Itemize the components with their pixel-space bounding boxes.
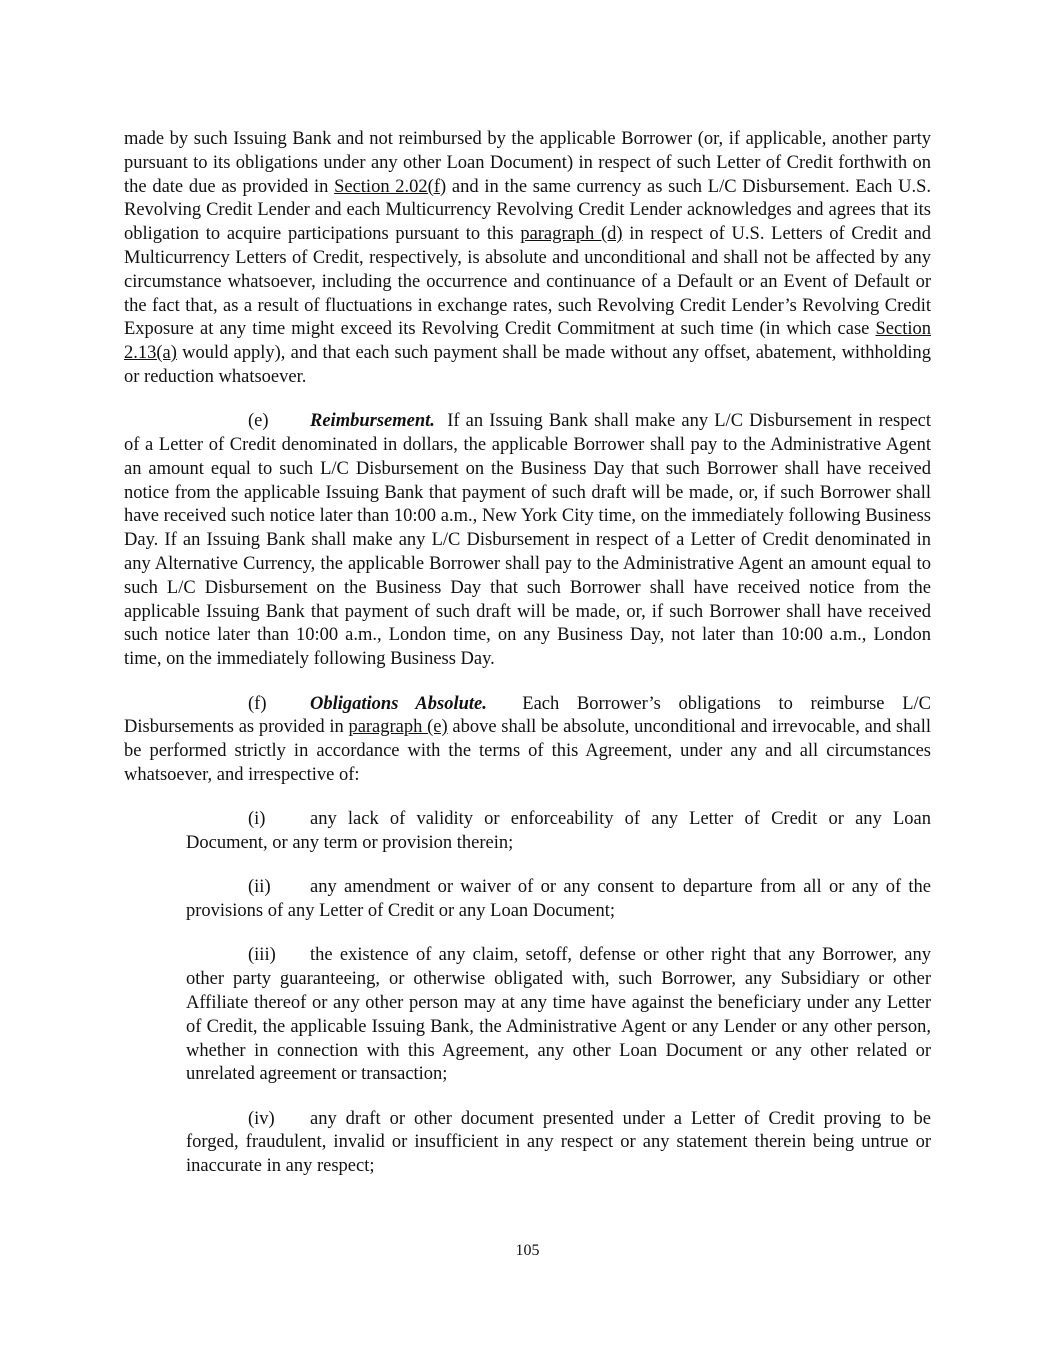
text-run: Each Borrower’s obligations to reimburse L/C Disbursements as provided in (124, 693, 931, 738)
clause-i (186, 808, 931, 856)
text-run: made by such Issuing Bank and not reimbursed by the applicable Borrower (or, if applicable, another party pursuant to its obligations under any other Loan Document) in respect of such Letter of Credit forthwith on the date due as provided in (124, 129, 931, 197)
page-number: 105 (515, 1242, 540, 1259)
paragraph-d-continuation (124, 128, 931, 390)
clause-text: the existence of any claim, setoff, defense or other right that any Borrower, any other party guaranteeing, or otherwise obligated with, such Borrower, any Subsidiary or other Affiliate thereof or any other person may at any time have against the beneficiary under any Letter of Credit, the applicable Issuing Bank, the Administrative Agent or any Lender or any other person, whether in connection with this Agreement, any other Loan Document or any other related or unrelated agreement or transaction; (186, 945, 931, 1085)
paragraph-e-reimbursement: (e) Reimbursement. If an Issuing Bank shall make any L/C Disbursement in respect of a Letter of Credit denominated in dollars, the applicable Borrower shall pay to the Administrative Agent an amount equal to such L/C Disbursement on the Business Day that such Borrower shall have received notice from the applicable Issuing Bank that payment of such draft will be made, or, if such Borrower shall have received such notice later than 10:00 a.m., New York City time, on the immediately following Business Day. If an Issuing Bank shall make any L/C Disbursement in respect of a Letter of Credit denominated in any Alternative Currency, the applicable Borrower shall pay to the Administrative Agent an amount equal to such L/C Disbursement on the Business Day that such Borrower shall have received notice from the applicable Issuing Bank that payment of such draft will be made, or, if such Borrower shall have received such notice later than 10:00 a.m., London time, on any Business Day, not later than 10:00 a.m., London time, on the immediately following Business Day. (124, 411, 932, 670)
clause-iv (186, 1108, 931, 1179)
document-page (124, 128, 931, 1200)
paragraph-f-obligations-absolute: (f) Obligations Absolute. Each Borrower’s obligations to reimburse L/C Disbursements as provided in paragraph (e) above shall be absolute, unconditional and irrevocable, and shall be performed strictly in accordance with the terms of this Agreement, under any and all circumstances whatsoever, and irrespective of: (124, 693, 931, 785)
section-2-02-f-reference[interactable]: Section 2.02(f) (334, 176, 447, 197)
text-run: would apply), and that each such payment shall be made without any offset, abatement, withholding or reduction whatsoever. (124, 343, 931, 387)
clause-ii (186, 876, 931, 924)
clause-text: any lack of validity or enforceability of any Letter of Credit or any Loan Document, or any term or provision therein; (186, 809, 931, 854)
paragraph-label: (f) (248, 693, 267, 714)
paragraph-e-reference[interactable]: paragraph (e) (348, 717, 448, 738)
paragraph-d-reference[interactable]: paragraph (d) (520, 224, 623, 245)
paragraph-label: (e) (248, 411, 269, 432)
text-run: and in the same currency as such L/C Disbursement. Each U.S. Revolving Credit Lender and each Multicurrency Revolving Credit Lender acknowledges and agrees that its obligation to acquire participations pursuant to this (124, 176, 931, 245)
clause-text: any amendment or waiver of or any consent to departure from all or any of the provisions of any Letter of Credit or any Loan Document; (186, 877, 931, 922)
section-2-13-a-reference[interactable]: Section 2.13(a) (124, 319, 931, 364)
paragraph-text: If an Issuing Bank shall make any L/C Disbursement in respect of a Letter of Credit denominated in dollars, the applicable Borrower shall pay to the Administrative Agent an amount equal to such L/C Disbursement on the Business Day that such Borrower shall have received notice from the applicable Issuing Bank that payment of such draft will be made, or, if such Borrower shall have received such notice later than 10:00 a.m., New York City time, on the immediately following Business Day. If an Issuing Bank shall make any L/C Disbursement in respect of a Letter of Credit denominated in any Alternative Currency, the applicable Borrower shall pay to the Administrative Agent an amount equal to such L/C Disbursement on the Business Day that such Borrower shall have received notice from the applicable Issuing Bank that payment of such draft will be made, or, if such Borrower shall have received such notice later than 10:00 a.m., London time, on any Business Day, not later than 10:00 a.m., London time, on the immediately following Business Day. (124, 411, 932, 670)
paragraph-heading: Reimbursement (310, 411, 431, 432)
text-run: above shall be absolute, unconditional and irrevocable, and shall be performed strictly in accordance with the terms of this Agreement, under any and all circumstances whatsoever, and irrespective of: (124, 717, 931, 785)
paragraph-heading: Obligations Absolute (310, 693, 483, 714)
clause-text: any draft or other document presented under a Letter of Credit proving to be forged, fraudulent, invalid or insufficient in any respect or any statement therein being untrue or inaccurate in any respect; (186, 1108, 931, 1177)
clause-label: (iii) (248, 945, 276, 966)
clause-label: (ii) (248, 877, 271, 898)
clause-label: (iv) (248, 1108, 275, 1129)
clause-iii (186, 944, 931, 1087)
clause-label: (i) (248, 809, 266, 830)
text-run: in respect of U.S. Letters of Credit and Multicurrency Letters of Credit, respectively, is absolute and unconditional and shall not be affected by any circumstance whatsoever, including the occurrence and continuance of a Default or an Event of Default or the fact that, as a result of fluctuations in exchange rates, such Revolving Credit Lender’s Revolving Credit Exposure at any time might exceed its Revolving Credit Commitment at such time (in which case (124, 224, 931, 340)
